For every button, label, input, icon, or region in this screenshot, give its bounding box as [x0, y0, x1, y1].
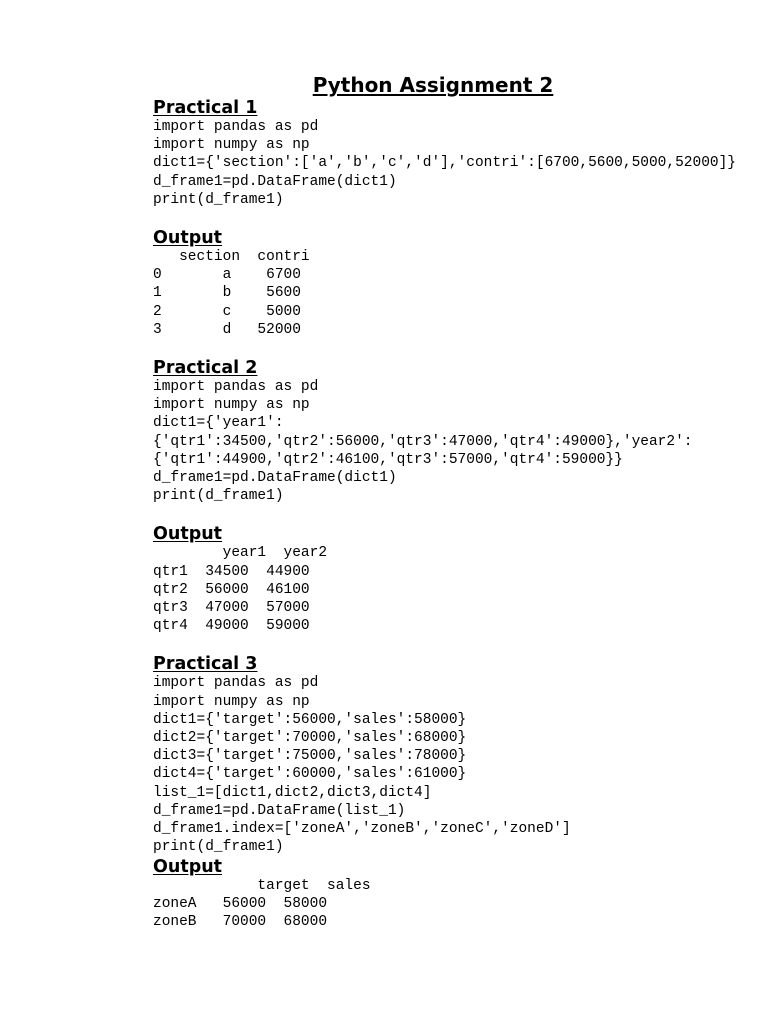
practical-1-code: import pandas as pd import numpy as np dict1={'section':['a','b','c','d'],'contri':[6700,5600,5000,52000]} d_frame1=pd.DataFrame(dict1) print(d_frame1) [153, 119, 736, 208]
practical-3-code: import pandas as pd import numpy as np dict1={'target':56000,'sales':58000} dict2={'target':70000,'sales':68000} dict3={'target':75000,'sales':78000} dict4={'target':60000,'sales':61000} list_1=[dict1,dict2,dict3,dict4] d_frame1=pd.DataFrame(list_1) d_frame1.index=['zoneA','zoneB','zoneC','zoneD'] print(d_frame1) [153, 675, 571, 856]
practical-1-section [153, 98, 753, 358]
document-title: Python Assignment 2 [312, 73, 554, 97]
practical-3-section [153, 654, 753, 931]
practical-2-heading: Practical 2 [153, 358, 258, 379]
practical-2-output-heading: Output [153, 524, 223, 545]
practical-3-output-heading: Output [153, 856, 223, 877]
practical-1-output-heading: Output [153, 228, 223, 249]
practical-1-heading: Practical 1 [153, 98, 258, 118]
practical-2-section [153, 358, 753, 654]
practical-2-output: year1 year2 qtr1 34500 44900 qtr2 56000 46100 qtr3 47000 57000 qtr4 49000 59000 [153, 545, 328, 635]
practical-3-output: target sales zoneA 56000 58000 zoneB 70000 68000 [153, 877, 371, 930]
practical-2-code: import pandas as pd import numpy as np dict1={'year1': {'qtr1':34500,'qtr2':56000,'qtr3':47000,'qtr4':49000},'year2': {'qtr1':44900,'qtr2':46100,'qtr3':57000,'qtr4':59000}} d_frame1=pd.DataFrame(dict1) print(d_frame1) [153, 379, 693, 505]
document-content [153, 98, 753, 931]
practical-3-heading: Practical 3 [153, 654, 258, 675]
practical-1-output: section contri 0 a 6700 1 b 5600 2 c 5000 3 d 52000 [153, 249, 310, 338]
